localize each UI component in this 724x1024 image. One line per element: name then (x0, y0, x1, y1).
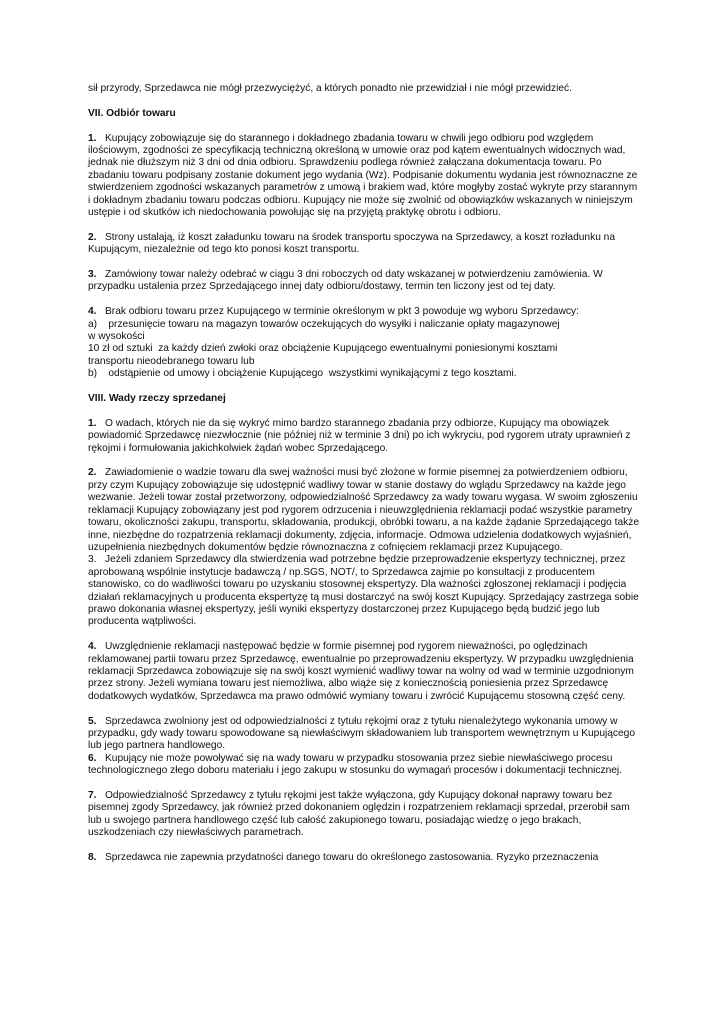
clause-text: Sprzedawca zwolniony jest od odpowiedzialności z tytułu rękojmi oraz z tytułu nienależytego wykonania umowy w przypadku, gdy wady towaru spowodowane są niewłaściwym składowaniem lub transportem wewnętrznym u Kupującego lub jego partnera handlowego. (88, 715, 636, 752)
clause-viii-6 (88, 753, 642, 778)
clause-number: 5. (88, 715, 97, 727)
clause-text: Jeżeli zdaniem Sprzedawcy dla stwierdzenia wad potrzebne będzie przeprowadzenie ekspertyzy technicznej, przez aprobowaną wspólnie instytucje badawczą / np.SGS, NOT/, to Sprzedawca zajmie po konsultacji z producentem stanowisko, co do wadliwości towaru po uzyskaniu stosownej ekspertyzy. Dla ważności zgłoszonej reklamacji i podjęcia działań reklamacyjnych u producenta ekspertyzę tą musi dostarczyć na swój koszt Kupujący. Sprzedający zastrzega sobie prawo dokonania własnej ekspertyzy, jeśli wyniki ekspertyzy dostarczonej przez Kupującego będą budzić jego lub producenta wątpliwości. (88, 554, 639, 628)
clause-viii-2 (88, 467, 642, 554)
clause-text: Odpowiedzialność Sprzedawcy z tytułu rękojmi jest także wyłączona, gdy Kupujący dokonał naprawy towaru bez pisemnej zgody Sprzedawcy, jak również przed dokonaniem oględzin i rozpatrzeniem reklamacji sprzedał, przerobił sam lub u swojego partnera handlowego część lub całość zakupionego towaru, posiadając wiedzę o jego brakach, uszkodzeniach czy niewłaściwych parametrach. (88, 789, 630, 839)
clause-text: Sprzedawca nie zapewnia przydatności danego towaru do określonego zastosowania. Ryzyko przeznaczenia (105, 852, 599, 863)
clause-text: Kupujący zobowiązuje się do starannego i dokładnego zbadania towaru w chwili jego odbioru pod względem ilościowym, zgodności ze specyfikacją techniczną określoną w umowie oraz pod kątem ewentualnych widocznych wad, jednak nie dłuższym niż 3 dni od dnia odbioru. Sprawdzeniu podlega również załączana dokumentacja towaru. Po zbadaniu towaru podpisany zostanie dokument jego wydania (Wz). Podpisanie dokumentu wydania jest równoznaczne ze stwierdzeniem zgodności wskazanych parametrów z umową i brakiem wad, które mogłyby zostać wykryte przy starannym i dokładnym zbadaniu towaru podczas odbioru. Kupujący nie może się zwolnić od obowiązków wskazanych w niniejszym ustępie i od skutków ich niedochowania powołując się na przyjętą praktykę obrotu i odbioru. (88, 132, 638, 219)
clause-vii-1 (88, 133, 642, 220)
section-heading-vii: VII. Odbiór towaru (88, 107, 176, 119)
clause-number: 1. (88, 132, 97, 144)
clause-vii-3 (88, 269, 642, 294)
clause-number: 4. (88, 641, 97, 653)
clause-text: Brak odbioru towaru przez Kupującego w terminie określonym w pkt 3 powoduje wg wyboru Sprzedawcy: (105, 306, 579, 318)
list-line: a) przesunięcie towaru na magazyn towarów oczekujących do wysyłki i naliczanie opłaty magazynowej (88, 318, 560, 330)
clause-viii-1 (88, 418, 642, 455)
clause-number: 3. (88, 269, 97, 281)
clause-viii-4 (88, 641, 642, 703)
intro-paragraph: sił przyrody, Sprzedawca nie mógł przezwyciężyć, a których ponadto nie przewidział i nie mógł przewidzieć. (88, 83, 572, 94)
clause-vii-4 (88, 306, 642, 380)
clause-number: 2. (88, 467, 97, 479)
list-line: transportu nieodebranego towaru lub (88, 355, 255, 367)
section-heading-viii: VIII. Wady rzeczy sprzedanej (88, 393, 226, 405)
clause-viii-7 (88, 790, 642, 840)
clause-number: 1. (88, 417, 97, 429)
clause-viii-8 (88, 852, 642, 864)
clause-text: Zamówiony towar należy odebrać w ciągu 3 dni roboczych od daty wskazanej w potwierdzeniu zamówienia. W przypadku ustalenia przez Sprzedającego innej daty odbioru/dostawy, termin ten liczony jest od tej daty. (88, 269, 603, 293)
clause-viii-2-3 (88, 467, 642, 628)
clause-text: Uwzględnienie reklamacji następować będzie w formie pisemnej pod rygorem nieważności, po oględzinach reklamowanej partii towaru przez Sprzedawcę, ewentualnie po przeprowadzeniu ekspertyzy. W przypadku uwzględnienia reklamacji Sprzedawca zobowiązuje się na swój koszt wymienić wadliwy towar na wolny od wad w terminie uzgodnionym przez strony. Jeżeli wymiana towaru jest niemożliwa, albo wiąże się z koniecznością poniesienia przez Sprzedawcę dodatkowych wydatków, Sprzedawca ma prawo odmówić wymiany towaru i zwrócić Kupującemu stosowną część ceny. (88, 641, 634, 702)
clause-text: O wadach, których nie da się wykryć mimo bardzo starannego zbadania przy odbiorze, Kupujący ma obowiązek powiadomić Sprzedawcę niezwłocznie (nie później niż w terminie 3 dni) po ich wykryciu, pod rygorem utraty uprawnień z rękojmi i formułowania jakichkolwiek żądań wobec Sprzedającego. (88, 417, 631, 454)
clause-vii-2 (88, 232, 642, 257)
clause-number: 3. (88, 554, 97, 566)
clause-text: Kupujący nie może powoływać się na wady towaru w przypadku stosowania przez siebie niewłaściwego procesu technologicznego złego doboru materiału i jego zakupu w stosunku do wymagań procesów i dokumentacji technicznej. (88, 752, 623, 777)
clause-viii-3 (88, 554, 642, 628)
clause-viii-5-6 (88, 716, 642, 778)
list-line: b) odstąpienie od umowy i obciążenie Kupującego wszystkimi wynikającymi z tego kosztami. (88, 368, 517, 380)
clause-number: 2. (88, 231, 97, 243)
clause-text: Zawiadomienie o wadzie towaru dla swej ważności musi być złożone w formie pisemnej za potwierdzeniem odbioru, przy czym Kupujący zobowiązuje się udostępnić wadliwy towar w stanie dostawy do wglądu Sprzedawcy na każde jego wezwanie. Jeżeli towar został przetworzony, odpowiedzialność Sprzedawcy za wady towaru wygasa. W swoim zgłoszeniu reklamacji Kupujący zobowiązany jest pod rygorem odrzucenia i nieuwzględnienia reklamacji podać wszystkie parametry towaru, okoliczności zakupu, transportu, składowania, produkcji, obróbki towaru, a na każde żądanie Sprzedającego także inne, niezbędne do rozpatrzenia reklamacji dokumenty, zdjęcia, informacje. Odmowa udzielenia dodatkowych wyjaśnień, uzupełnienia niezbędnych dokumentów będzie równoznaczna z cofnięciem reklamacji przez Kupującego. (88, 467, 640, 553)
clause-number: 7. (88, 789, 97, 801)
clause-number: 4. (88, 306, 97, 318)
list-line: w wysokości (88, 331, 145, 343)
clause-number: 6. (88, 752, 97, 764)
clause-text: Strony ustalają, iż koszt załadunku towaru na środek transportu spoczywa na Sprzedawcy, a koszt rozładunku na Kupującym, niezależnie od tego kto ponosi koszt transportu. (88, 231, 616, 256)
clause-number: 8. (88, 852, 97, 863)
list-line: 10 zł od sztuki za każdy dzień zwłoki oraz obciążenie Kupującego ewentualnymi poniesionymi kosztami (88, 343, 558, 355)
clause-viii-5 (88, 716, 642, 753)
